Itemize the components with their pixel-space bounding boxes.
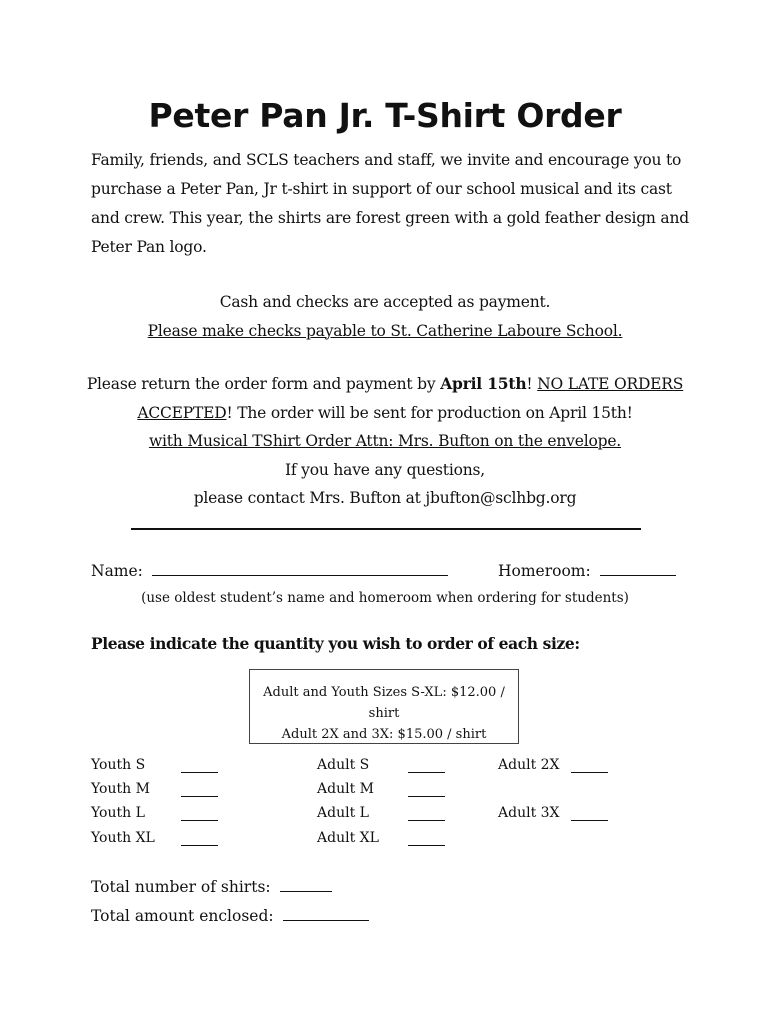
name-note: (use oldest student’s name and homeroom when ordering for students) <box>141 590 629 606</box>
size-label-adult-3x: Adult 3X <box>498 805 560 821</box>
pricing-line-2: Adult 2X and 3X: $15.00 / shirt <box>281 727 487 742</box>
envelope-text: with Musical TShirt Order Attn: Mrs. Bufton on the envelope. <box>148 432 622 450</box>
qty-input-youth-l[interactable] <box>181 820 218 821</box>
page-title: Peter Pan Jr. T-Shirt Order <box>148 96 622 135</box>
contact-text: please contact Mrs. Bufton at jbufton@sclhbg.org <box>193 489 577 507</box>
homeroom-label: Homeroom: <box>498 562 591 580</box>
production-text: ! The order will be sent for production on April 15th! <box>226 403 633 422</box>
qty-input-youth-xl[interactable] <box>181 845 218 846</box>
section-divider <box>131 528 641 530</box>
size-label-adult-m: Adult M <box>317 781 374 797</box>
quantity-heading: Please indicate the quantity you wish to order of each size: <box>91 634 580 653</box>
total-shirts-input-line[interactable] <box>280 891 332 892</box>
return-prefix: Please return the order form and payment by <box>86 375 441 393</box>
total-amount-field[interactable] <box>91 907 369 925</box>
qty-input-adult-3x[interactable] <box>571 820 608 821</box>
qty-input-adult-2x[interactable] <box>571 772 608 773</box>
total-shirts-field[interactable] <box>91 878 332 896</box>
size-label-youth-s: Youth S <box>91 757 146 773</box>
size-label-adult-s: Adult S <box>317 757 370 773</box>
name-input-line[interactable] <box>152 575 448 576</box>
qty-input-adult-m[interactable] <box>408 796 445 797</box>
return-deadline-text <box>70 370 700 427</box>
pricing-box <box>249 669 519 744</box>
qty-input-youth-s[interactable] <box>181 772 218 773</box>
size-label-youth-l: Youth L <box>91 805 145 821</box>
total-shirts-label: Total number of shirts: <box>91 878 271 896</box>
qty-input-adult-xl[interactable] <box>408 845 445 846</box>
questions-text: If you have any questions, <box>285 460 485 479</box>
size-label-adult-2x: Adult 2X <box>498 757 560 773</box>
deadline-bang: ! <box>526 375 533 393</box>
no-late-orders: NO LATE ORDERS ACCEPTED <box>137 375 684 422</box>
homeroom-field[interactable] <box>498 562 676 580</box>
name-field[interactable] <box>91 562 448 580</box>
size-label-youth-xl: Youth XL <box>91 830 155 846</box>
pricing-line-1: Adult and Youth Sizes S-XL: $12.00 / shirt <box>263 685 505 721</box>
total-amount-label: Total amount enclosed: <box>91 907 274 925</box>
payment-accepted-text: Cash and checks are accepted as payment. <box>219 293 551 311</box>
total-amount-input-line[interactable] <box>283 920 369 921</box>
payment-payable-text: Please make checks payable to St. Catherine Laboure School. <box>147 321 623 340</box>
qty-input-youth-m[interactable] <box>181 796 218 797</box>
size-label-adult-xl: Adult XL <box>317 830 379 846</box>
deadline-date: April 15th <box>440 374 527 393</box>
size-label-adult-l: Adult L <box>317 805 369 821</box>
payment-info <box>70 288 700 345</box>
qty-input-adult-s[interactable] <box>408 772 445 773</box>
homeroom-input-line[interactable] <box>600 575 676 576</box>
size-label-youth-m: Youth M <box>91 781 150 797</box>
intro-paragraph: Family, friends, and SCLS teachers and staff, we invite and encourage you to purchase a Peter Pan, Jr t-shirt in support of our school musical and its cast and crew. This year, the shirts are forest green with a gold feather design and Peter Pan logo. <box>91 151 689 256</box>
return-info <box>70 370 700 513</box>
qty-input-adult-l[interactable] <box>408 820 445 821</box>
name-label: Name: <box>91 562 143 580</box>
